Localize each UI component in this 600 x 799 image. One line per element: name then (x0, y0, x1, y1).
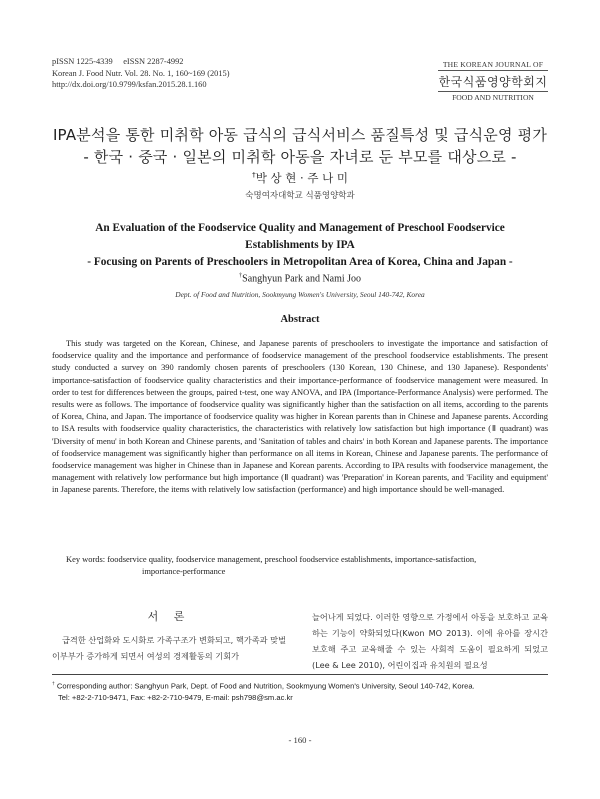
intro-paragraph-right: 늘어나게 되었다. 이러한 영향으로 가정에서 아동을 보호하고 교육하는 기능이 약화되었다(Kwon MO 2013). 이에 유아를 장시간 보호해 주고 교육해줄 수 있는 사회적 도움이 필요하게 되었고(Lee & Lee 2010), 어린이집과 유치원의 필요성 (312, 612, 548, 670)
footnote-line2: Tel: +82-2-710-9471, Fax: +82-2-710-9479, E-mail: psh798@sm.ac.kr (58, 693, 293, 703)
authors-ko (0, 170, 600, 186)
journal-logo (438, 60, 548, 102)
citation-block (52, 56, 230, 91)
title-en (40, 220, 560, 271)
keywords (52, 553, 548, 577)
keywords-label: Key words: (66, 554, 106, 564)
corresponding-mark: † (252, 170, 256, 180)
journal-name-en-top: THE KOREAN JOURNAL OF (438, 60, 548, 71)
journal-name-ko: 한국식품영양학회지 (438, 75, 548, 89)
affiliation-ko: 숙명여자대학교 식품영양학과 (245, 191, 355, 201)
title-ko-line2: - 한국 · 중국 · 일본의 미취학 아동을 자녀로 둔 부모를 대상으로 - (83, 148, 517, 166)
intro-paragraph-left: 급격한 산업화와 도시화로 가족구조가 변화되고, 핵가족과 맞벌이부부가 증가하게 되면서 여성의 경제활동의 기회가 (52, 635, 286, 661)
citation-line: Korean J. Food Nutr. Vol. 28. No. 1, 160~169 (2015) (52, 68, 230, 78)
abstract-text: This study was targeted on the Korean, Chinese, and Japanese parents of preschoolers to investigate the importance and satisfaction of foodservice quality and the importance and performance of foodservice management of the preschool foodservice establishments. The present study conducted a survey on 390 randomly chosen parents of preschoolers (130 Korean, 130 Chinese, and 130 Japanese). Respondents' importance-satisfaction of foodservice quality characteristics and their importance-performance of foodservice management were measured. In order to test for differences between the groups, paired t-test, one way ANOVA, and IPA (Importance-Performance Analysis) were performed. The results were as follows. The importance of foodservice quality was significantly higher than the satisfaction on all items, according to the parents of Korea, China, and Japan. The importance of foodservice quality was higher in Korean parents than in Chinese and Japanese parents. According to ISA results with foodservice quality characteristics, the characteristics with relatively low satisfaction but high importance (Ⅱ quadrant) was 'Diversity of menu' in both Korean and Chinese parents, and 'Sanitation of tables and chairs' in both Korean and Japanese parents. The importance of foodservice management was significantly higher than performance on all items in Korean, Chinese and Japanese parents. The performance of foodservice management was higher in Chinese than in Japanese and Korean parents. According to IPA results with foodservice management, the management with relatively low performance but high importance (Ⅱ quadrant) was 'Preparation' in Korean parents, and 'Facility and equipment' in Japanese parents. Therefore, the items with relatively low satisfaction (performance) and high importance should be well-managed. (52, 338, 548, 495)
doi-link[interactable]: http://dx.doi.org/10.9799/ksfan.2015.28.1.160 (52, 80, 207, 89)
title-en-line2: Establishments by IPA (245, 239, 355, 251)
footnote (52, 679, 548, 704)
body-right-column (312, 609, 548, 673)
keywords-line1: foodservice quality, foodservice management, preschool foodservice establishments, importance-satisfaction, (107, 554, 477, 564)
authors-en (0, 272, 600, 284)
authors-en-names: Sanghyun Park and Nami Joo (242, 273, 362, 285)
footnote-line1: Corresponding author: Sanghyun Park, Dept. of Food and Nutrition, Sookmyung Women's University, Seoul 140-742, Korea. (56, 681, 475, 691)
abstract-heading: Abstract (280, 314, 320, 325)
keywords-line2: importance-performance (142, 566, 226, 577)
corresponding-mark-en: † (238, 272, 243, 279)
journal-name-en-bottom: FOOD AND NUTRITION (438, 91, 548, 102)
title-ko-line1: IPA분석을 통한 미취학 아동 급식의 급식서비스 품질특성 및 급식운영 평가 (52, 126, 548, 144)
footnote-mark: † (52, 682, 55, 687)
authors-ko-names: 박 상 현 · 주 나 미 (255, 171, 348, 185)
page-number: - 160 - (288, 735, 312, 745)
section-heading: 서 론 (147, 610, 191, 623)
issn-line: pISSN 1225-4339 eISSN 2287-4992 (52, 57, 184, 66)
title-en-line1: An Evaluation of the Foodservice Quality and Management of Preschool Foodservice (95, 222, 505, 234)
footnote-divider (52, 674, 548, 675)
body-left-column (52, 608, 286, 664)
affiliation-en: Dept. of Food and Nutrition, Sookmyung Women's University, Seoul 140-742, Korea (175, 290, 425, 299)
title-en-line3: - Focusing on Parents of Preschoolers in Metropolitan Area of Korea, China and Japan - (87, 256, 513, 268)
